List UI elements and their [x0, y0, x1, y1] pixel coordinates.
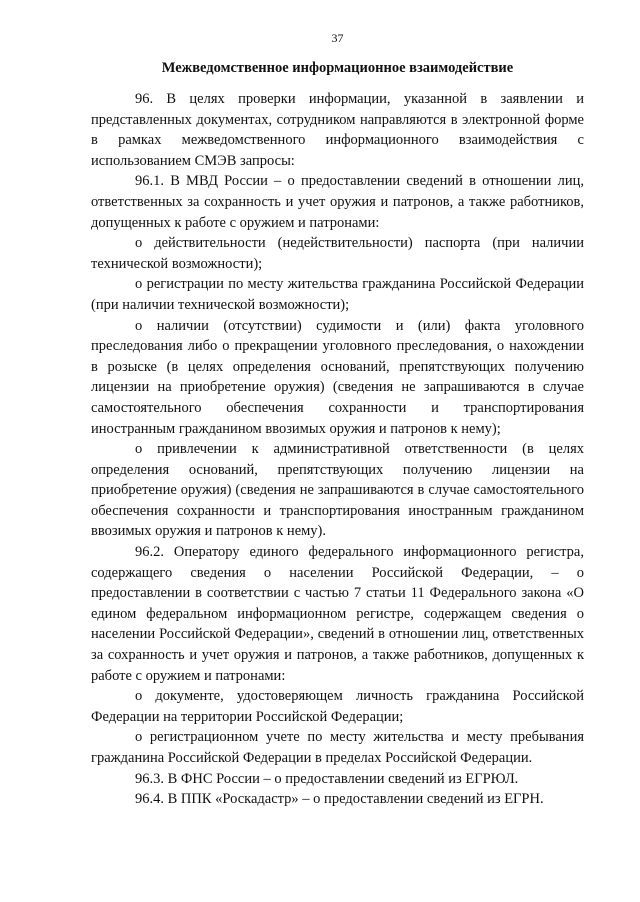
paragraph-96-1: 96.1. В МВД России – о предоставлении сведений в отношении лиц, ответственных за сохранность и учет оружия и патронов, а также работников, допущенных к работе с оружием и патронами: [91, 173, 584, 231]
list-item-registration: о регистрации по месту жительства гражданина Российской Федерации (при наличии технической возможности); [91, 276, 584, 313]
page-number: 37 [331, 31, 344, 45]
paragraph-96-2: 96.2. Оператору единого федерального информационного регистра, содержащего сведения о населении Российской Федерации, – о предоставлении в соответствии с частью 7 статьи 11 Федерального закона «О едином федеральном информационном регистре, содержащем сведения о населении Российской Федерации», сведений в отношении лиц, ответственных за сохранность и учет оружия и патронов, а также работников, допущенных к работе с оружием и патронами: [91, 544, 584, 684]
list-item-passport-validity: о действительности (недействительности) паспорта (при наличии технической возможности); [91, 235, 584, 272]
list-item-registration-record: о регистрационном учете по месту жительства и месту пребывания гражданина Российской Федерации в пределах Российской Федерации. [91, 729, 584, 766]
list-item-administrative-liability: о привлечении к административной ответственности (в целях определения оснований, препятствующих получению лицензии на приобретение оружия) (сведения не запрашиваются в случае самостоятельного обеспечения сохранности и транспортирования иностранным гражданином ввозимых оружия и патронов к нему). [91, 441, 584, 540]
list-item-criminal-record: о наличии (отсутствии) судимости и (или) факта уголовного преследования либо о прекращении уголовного преследования, о нахождении в розыске (в целях определения оснований, препятствующих получению лицензии на приобретение оружия) (сведения не запрашиваются в случае самостоятельного обеспечения сохранности и транспортирования иностранным гражданином ввозимых оружия и патронов к нему); [91, 317, 584, 437]
list-item-identity-document: о документе, удостоверяющем личность гражданина Российской Федерации на территории Российской Федерации; [91, 688, 584, 725]
section-heading: Межведомственное информационное взаимодействие [161, 60, 514, 76]
paragraph-96-3: 96.3. В ФНС России – о предоставлении сведений из ЕГРЮЛ. [135, 770, 519, 787]
paragraph-96: 96. В целях проверки информации, указанной в заявлении и представленных документах, сотрудником направляются в электронной форме в рамках межведомственного информационного взаимодействия с использованием СМЭВ запросы: [91, 91, 584, 169]
paragraph-96-4: 96.4. В ППК «Роскадастр» – о предоставлении сведений из ЕГРН. [135, 791, 544, 808]
